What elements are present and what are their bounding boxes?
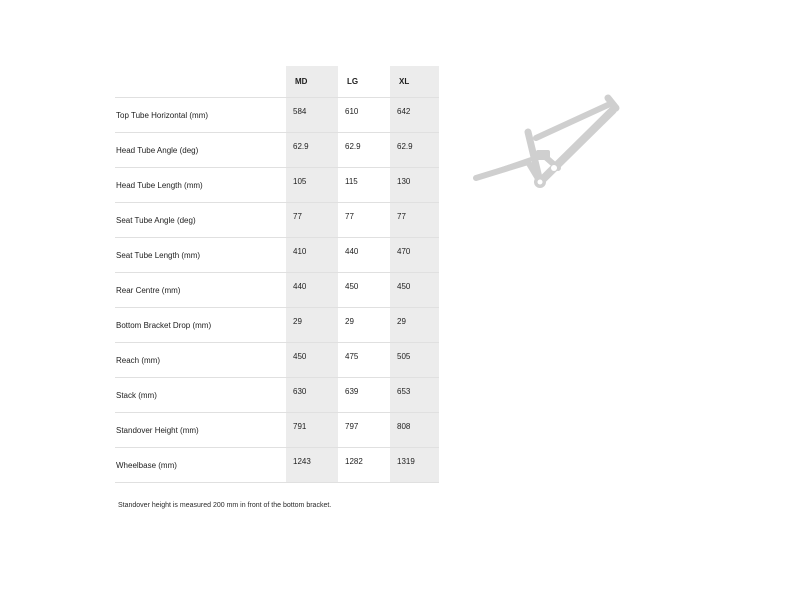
row-label: Head Tube Length (mm): [115, 168, 286, 203]
cell-lg: 62.9: [338, 133, 390, 168]
cell-xl: 653: [390, 378, 439, 413]
row-label: Seat Tube Length (mm): [115, 238, 286, 273]
row-label: Rear Centre (mm): [115, 273, 286, 308]
header-size-lg: LG: [338, 66, 390, 98]
footnote: Standover height is measured 200 mm in front of the bottom bracket.: [118, 502, 332, 509]
cell-xl: 505: [390, 343, 439, 378]
cell-lg: 797: [338, 413, 390, 448]
cell-md: 410: [286, 238, 338, 273]
cell-xl: 642: [390, 98, 439, 133]
cell-lg: 115: [338, 168, 390, 203]
row-label: Standover Height (mm): [115, 413, 286, 448]
cell-xl: 62.9: [390, 133, 439, 168]
table-body: [115, 98, 439, 483]
table-row: [115, 343, 439, 378]
cell-lg: 475: [338, 343, 390, 378]
cell-xl: 77: [390, 203, 439, 238]
cell-md: 630: [286, 378, 338, 413]
table-row: [115, 238, 439, 273]
cell-xl: 1319: [390, 448, 439, 483]
cell-xl: 808: [390, 413, 439, 448]
cell-md: 77: [286, 203, 338, 238]
cell-md: 450: [286, 343, 338, 378]
cell-lg: 610: [338, 98, 390, 133]
header-size-md: MD: [286, 66, 338, 98]
header-size-xl: XL: [390, 66, 439, 98]
table-row: [115, 98, 439, 133]
row-label: Seat Tube Angle (deg): [115, 203, 286, 238]
row-label: Stack (mm): [115, 378, 286, 413]
cell-lg: 639: [338, 378, 390, 413]
cell-xl: 130: [390, 168, 439, 203]
table-row: [115, 308, 439, 343]
cell-md: 584: [286, 98, 338, 133]
row-label: Bottom Bracket Drop (mm): [115, 308, 286, 343]
table-header-row: [115, 66, 439, 98]
cell-md: 440: [286, 273, 338, 308]
cell-md: 29: [286, 308, 338, 343]
cell-lg: 1282: [338, 448, 390, 483]
cell-lg: 440: [338, 238, 390, 273]
cell-md: 105: [286, 168, 338, 203]
table-row: [115, 413, 439, 448]
table-row: [115, 203, 439, 238]
bike-frame-icon: [470, 92, 622, 194]
cell-xl: 29: [390, 308, 439, 343]
table-row: [115, 378, 439, 413]
row-label: Wheelbase (mm): [115, 448, 286, 483]
cell-lg: 450: [338, 273, 390, 308]
table-row: [115, 133, 439, 168]
cell-md: 1243: [286, 448, 338, 483]
cell-lg: 29: [338, 308, 390, 343]
table-row: [115, 448, 439, 483]
header-label-cell: [115, 66, 286, 98]
cell-xl: 450: [390, 273, 439, 308]
geometry-table: [115, 66, 439, 483]
row-label: Top Tube Horizontal (mm): [115, 98, 286, 133]
row-label: Reach (mm): [115, 343, 286, 378]
table-row: [115, 273, 439, 308]
cell-md: 62.9: [286, 133, 338, 168]
cell-lg: 77: [338, 203, 390, 238]
cell-md: 791: [286, 413, 338, 448]
cell-xl: 470: [390, 238, 439, 273]
table-row: [115, 168, 439, 203]
row-label: Head Tube Angle (deg): [115, 133, 286, 168]
